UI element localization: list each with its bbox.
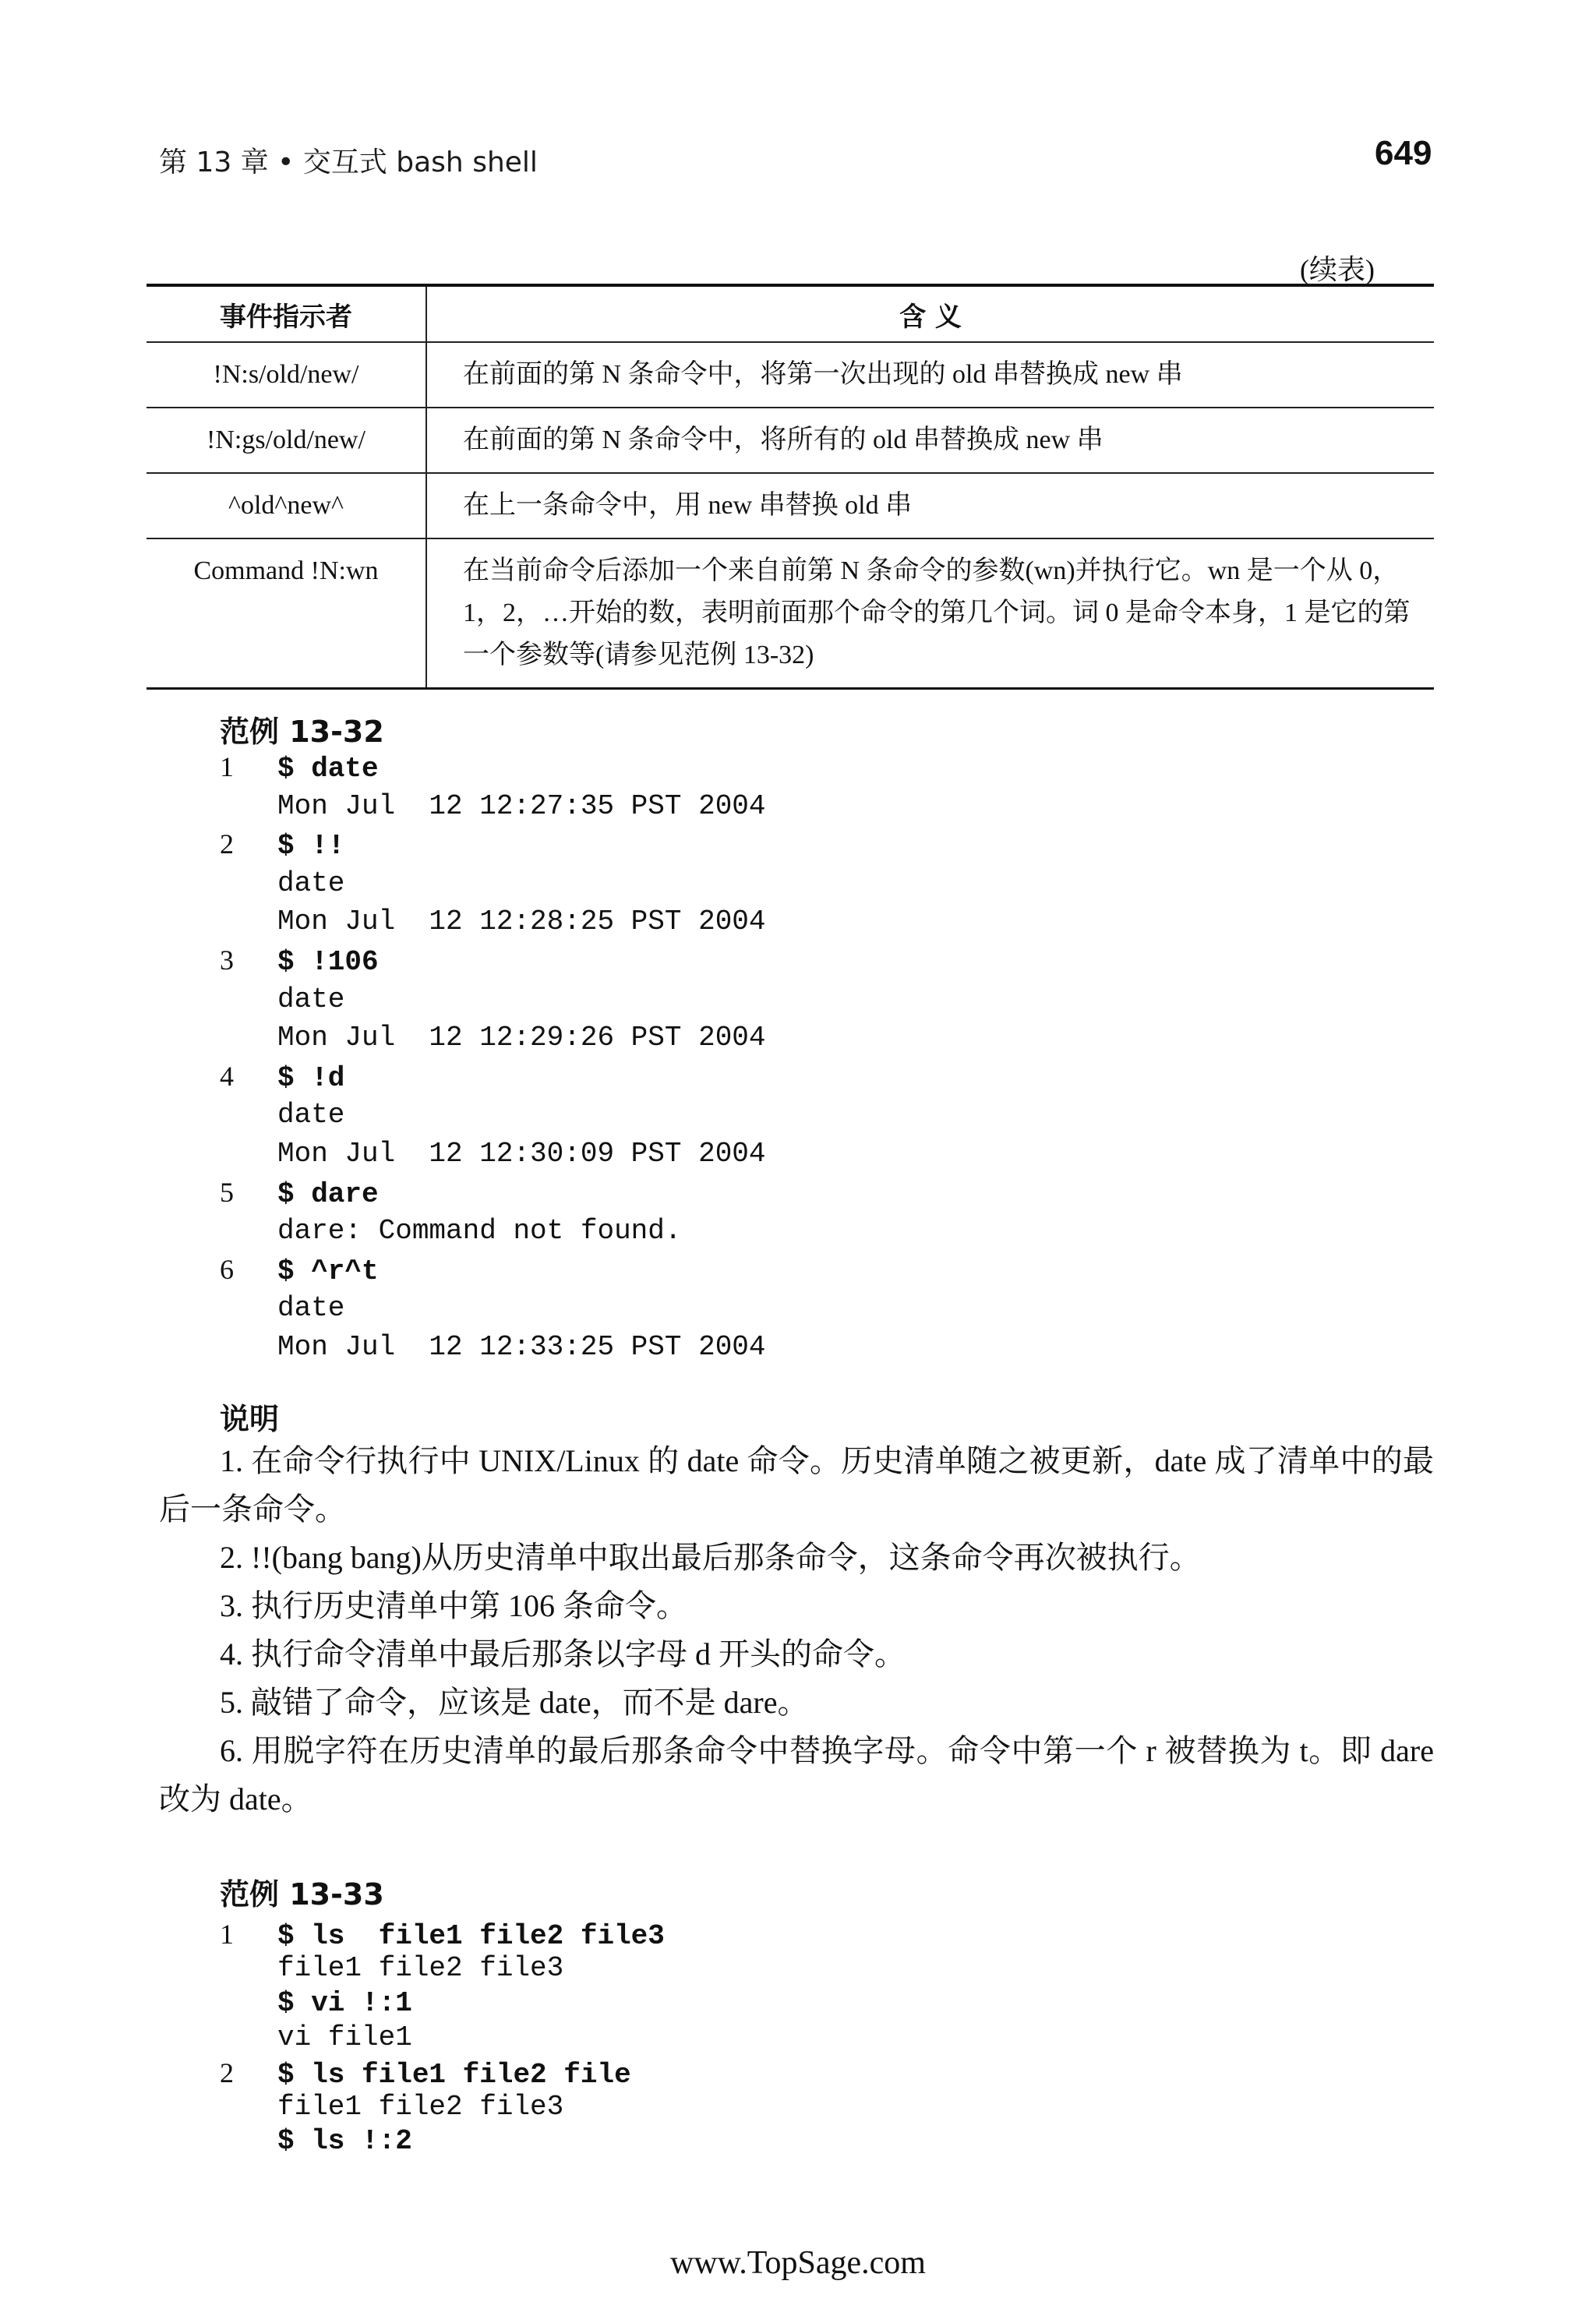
code-command: $ ls !:2 <box>277 2125 412 2158</box>
code-line <box>220 1951 665 1986</box>
meaning-cell: 在前面的第 N 条命令中，将第一次出现的 old 串替换成 new 串 <box>426 342 1434 408</box>
code-line <box>220 2056 665 2090</box>
example-13-33-title: 范例 13-33 <box>220 1877 384 1912</box>
code-command: $ date <box>277 753 379 785</box>
code-line <box>220 1019 766 1057</box>
code-line <box>220 825 766 864</box>
code-output: Mon Jul 12 12:33:25 PST 2004 <box>277 1330 766 1363</box>
code-command: $ !! <box>277 830 345 863</box>
page-number: 649 <box>1375 134 1432 172</box>
explanation-paragraph: 2. !!(bang bang)从历史清单中取出最后那条命令，这条命令再次被执行。 <box>220 1540 1201 1575</box>
code-line <box>220 2021 665 2055</box>
meaning-cell: 在当前命令后添加一个来自前第 N 条命令的参数(wn)并执行它。wn 是一个从 0，1，2，…开始的数，表明前面那个命令的第几个词。词 0 是命令本身，1 是它的第一个参数等(请参见范例 13-32) <box>426 538 1434 689</box>
code-command: $ ls file1 file2 file <box>277 2058 631 2091</box>
code-line <box>220 1328 766 1367</box>
code-output: date <box>277 867 345 899</box>
table-header-row <box>147 285 1434 342</box>
code-line <box>220 941 766 980</box>
code-line <box>220 2124 665 2159</box>
meaning-cell: 在上一条命令中，用 new 串替换 old 串 <box>426 473 1434 538</box>
code-command: $ !106 <box>277 945 379 978</box>
code-line <box>220 1917 665 1951</box>
code-line <box>220 1057 766 1096</box>
code-line <box>220 1289 766 1328</box>
code-line <box>220 1096 766 1135</box>
column-header-meaning: 含 义 <box>426 285 1434 342</box>
indicator-cell: !N:s/old/new/ <box>147 342 426 408</box>
example-13-32-code <box>220 748 766 1367</box>
table-row <box>147 408 1434 473</box>
column-header-indicator: 事件指示者 <box>147 285 426 342</box>
code-command: $ dare <box>277 1177 379 1210</box>
line-number: 1 <box>220 751 234 782</box>
explanation-paragraph: 6. 用脱字符在历史清单的最后那条命令中替换字母。命令中第一个 r 被替换为 t。即 dare 改为 date。 <box>159 1733 1434 1816</box>
line-number: 1 <box>220 1919 234 1950</box>
code-line <box>220 1251 766 1290</box>
code-command: $ vi !:1 <box>277 1986 412 2019</box>
example-13-33-code <box>220 1917 665 2159</box>
indicator-cell: Command !N:wn <box>147 538 426 689</box>
code-command: $ !d <box>277 1061 345 1094</box>
code-line <box>220 787 766 826</box>
running-head: 第 13 章 • 交互式 bash shell <box>159 147 538 178</box>
code-line <box>220 1174 766 1213</box>
line-number: 6 <box>220 1253 234 1285</box>
code-output: Mon Jul 12 12:27:35 PST 2004 <box>277 789 766 822</box>
code-line <box>220 2090 665 2124</box>
footer-url: www.TopSage.com <box>670 2245 926 2281</box>
code-line <box>220 1986 665 2021</box>
line-number: 3 <box>220 944 234 976</box>
code-output: Mon Jul 12 12:28:25 PST 2004 <box>277 906 766 938</box>
code-output: date <box>277 1292 345 1325</box>
indicator-cell: !N:gs/old/new/ <box>147 408 426 473</box>
table-row <box>147 473 1434 538</box>
line-number: 4 <box>220 1060 234 1092</box>
code-command: $ ^r^t <box>277 1255 379 1287</box>
line-number: 2 <box>220 828 234 860</box>
code-line <box>220 1212 766 1251</box>
code-output: date <box>277 1099 345 1132</box>
table-row <box>147 538 1434 689</box>
line-number: 2 <box>220 2057 234 2088</box>
line-number: 5 <box>220 1176 234 1208</box>
code-output: dare: Command not found. <box>277 1215 682 1248</box>
event-indicator-table <box>147 284 1434 690</box>
explanation-paragraph: 1. 在命令行执行中 UNIX/Linux 的 date 命令。历史清单随之被更新，date 成了清单中的最后一条命令。 <box>159 1443 1434 1527</box>
code-output: file1 file2 file3 <box>277 1952 564 1985</box>
code-output: vi file1 <box>277 2021 412 2054</box>
code-output: date <box>277 983 345 1015</box>
code-command: $ ls file1 file2 file3 <box>277 1920 665 1952</box>
code-line <box>220 980 766 1019</box>
explanation-paragraph: 5. 敲错了命令，应该是 date，而不是 dare。 <box>220 1685 809 1720</box>
explanation-paragraph: 3. 执行历史清单中第 106 条命令。 <box>220 1588 687 1623</box>
table-continued-note: (续表) <box>1300 254 1375 285</box>
code-line <box>220 902 766 941</box>
code-output: file1 file2 file3 <box>277 2090 564 2123</box>
code-line <box>220 864 766 903</box>
code-output: Mon Jul 12 12:29:26 PST 2004 <box>277 1022 766 1054</box>
meaning-cell: 在前面的第 N 条命令中，将所有的 old 串替换成 new 串 <box>426 408 1434 473</box>
table-row <box>147 342 1434 408</box>
explanation-body <box>159 1437 1434 1823</box>
code-line <box>220 748 766 787</box>
code-output: Mon Jul 12 12:30:09 PST 2004 <box>277 1137 766 1170</box>
code-line <box>220 1135 766 1174</box>
explanation-title: 说明 <box>220 1402 280 1436</box>
indicator-cell: ^old^new^ <box>147 473 426 538</box>
example-13-32-title: 范例 13-32 <box>220 715 384 749</box>
explanation-paragraph: 4. 执行命令清单中最后那条以字母 d 开头的命令。 <box>220 1636 906 1672</box>
